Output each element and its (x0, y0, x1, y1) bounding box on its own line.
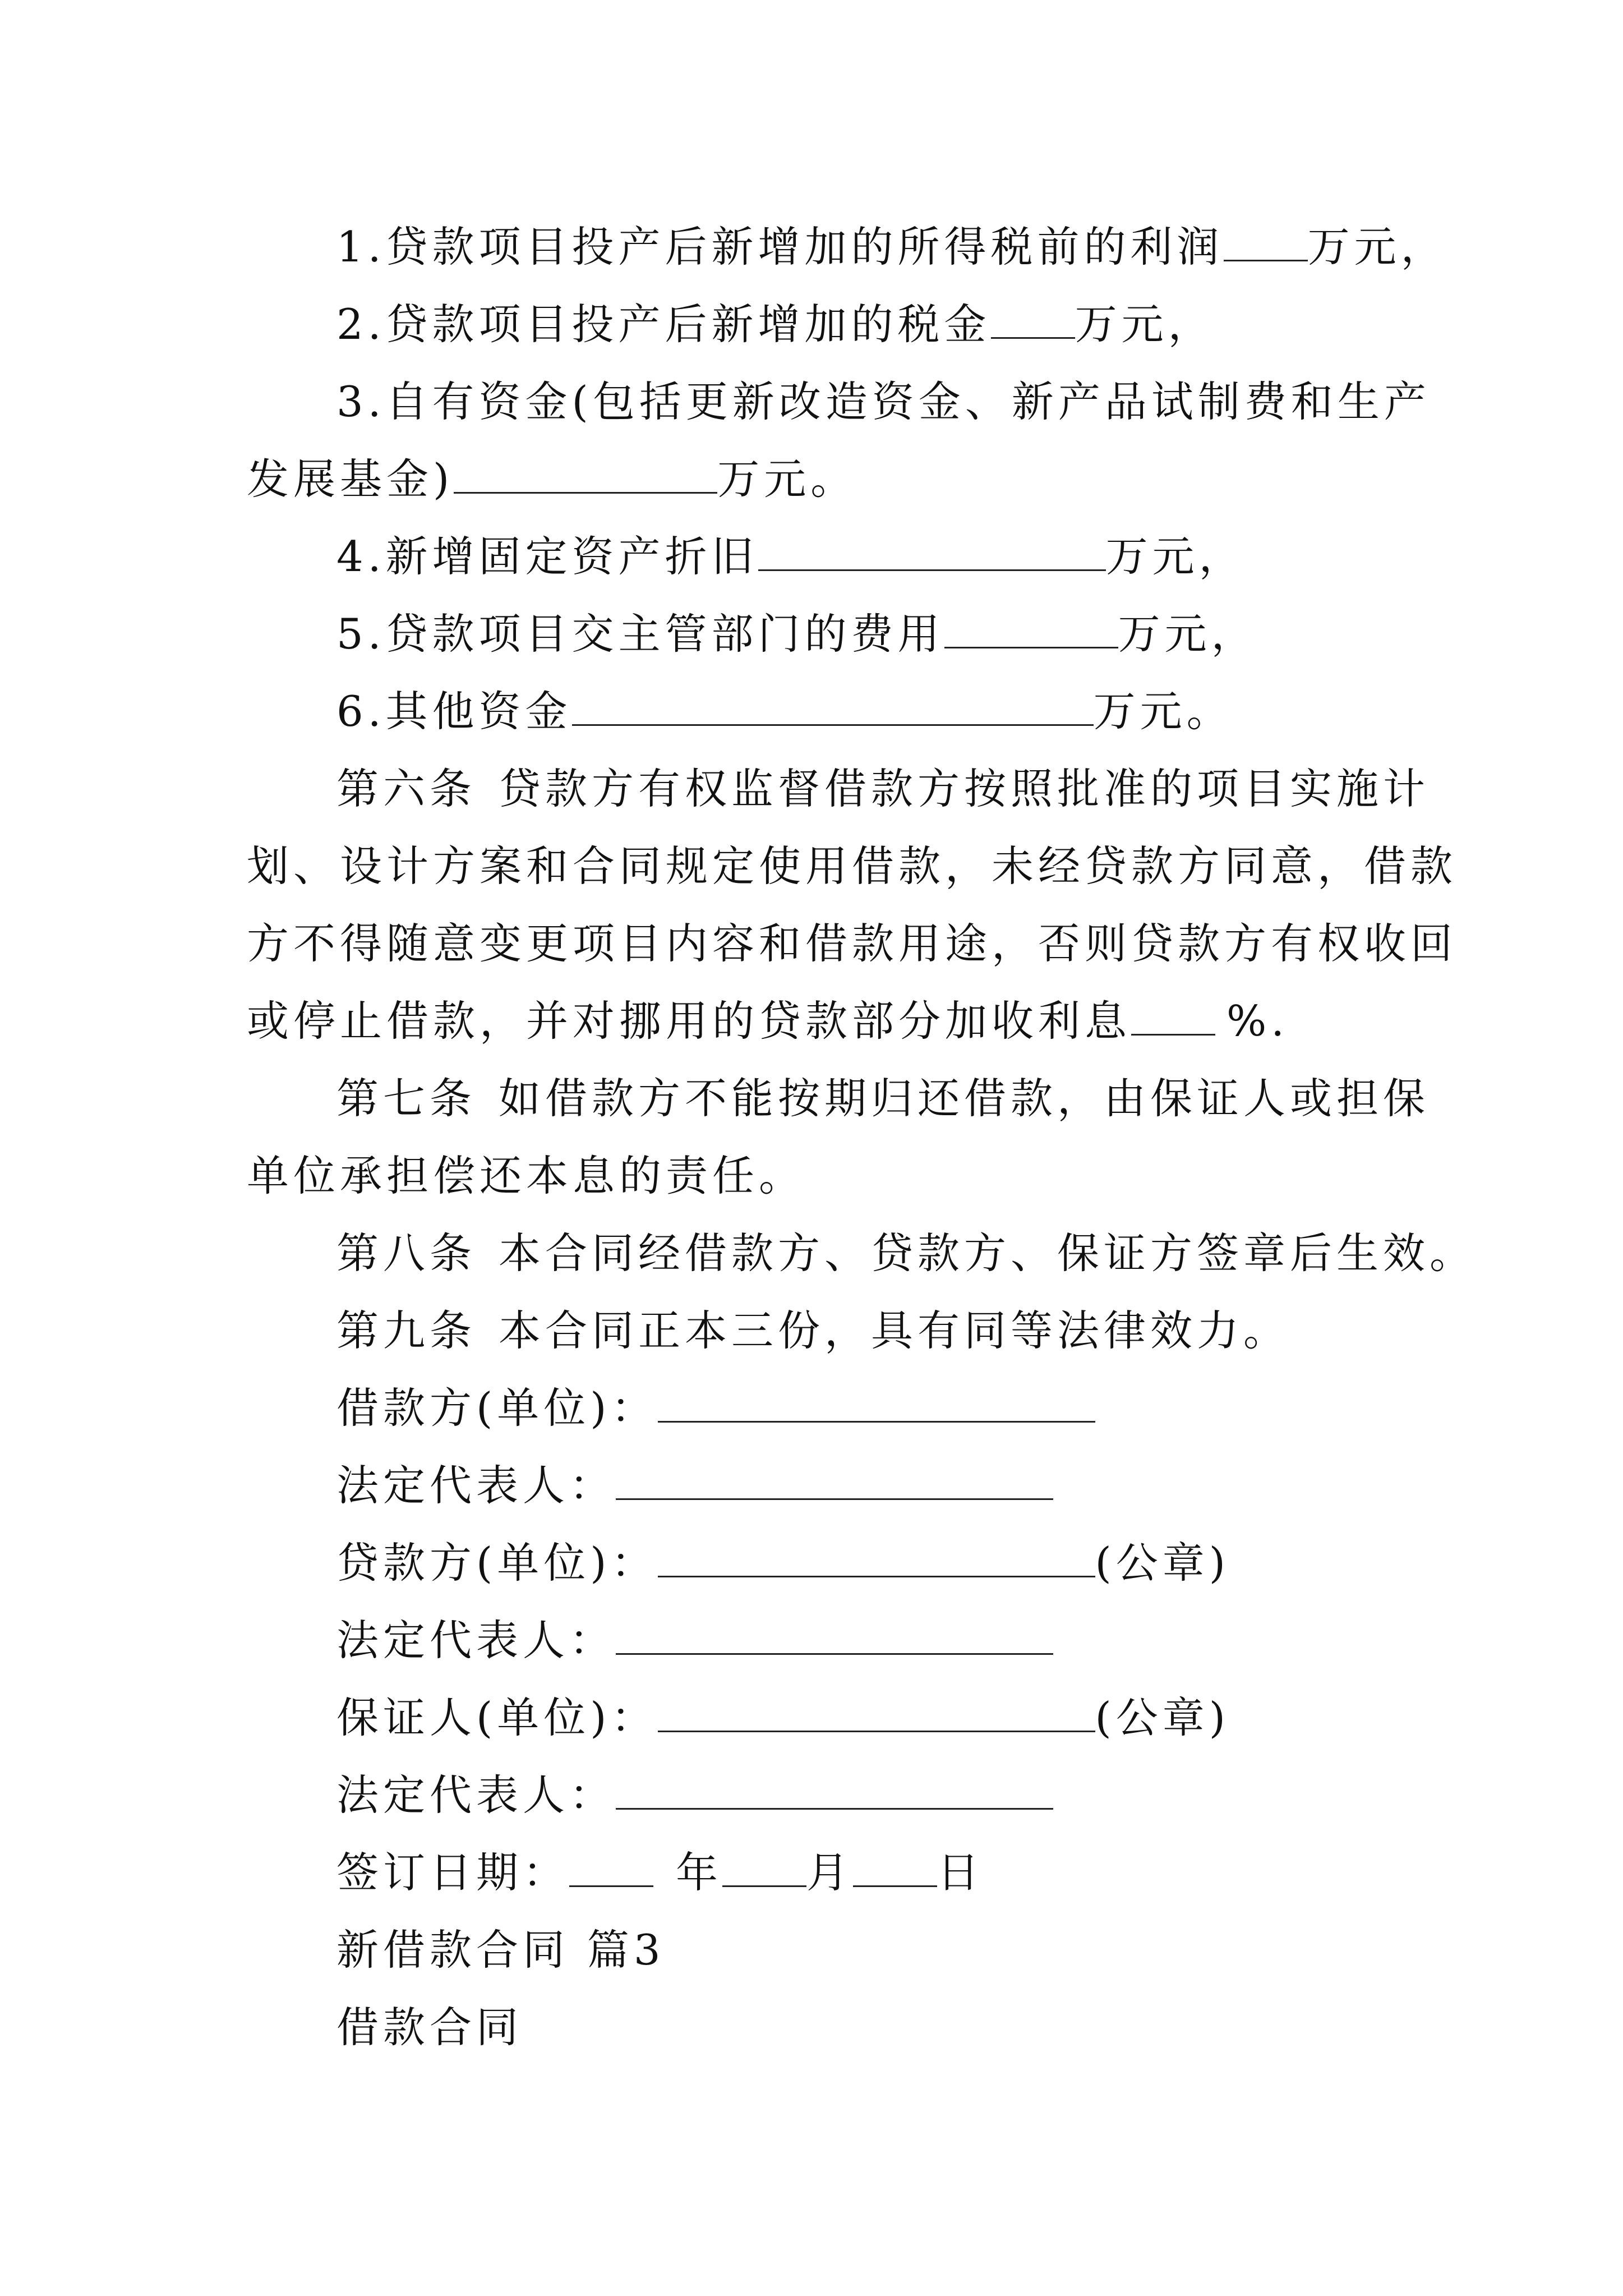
borrower-signature (336, 1380, 1095, 1436)
blank-field (758, 530, 1106, 571)
item-3-line-1: 3.自有资金(包括更新改造资金、新产品试制费和生产 (336, 377, 1431, 426)
blank-field (658, 1691, 1095, 1732)
lender-label: 贷款方(单位)： (336, 1538, 658, 1588)
section-title: 新借款合同 篇3 (336, 1925, 665, 1975)
guarantor-seal: (公章) (1095, 1693, 1230, 1742)
article-6-label: 第六条 (336, 764, 477, 813)
article-6-text-4: 或停止借款，并对挪用的贷款部分加收利息 (247, 996, 1132, 1046)
guarantor-rep-label: 法定代表人： (336, 1770, 616, 1820)
year-label: 年 (676, 1848, 723, 1897)
article-7-line-1 (336, 1070, 1430, 1126)
item-1-unit: 万元， (1307, 222, 1447, 272)
lender-representative (336, 1612, 1053, 1668)
blank-field (658, 1382, 1095, 1423)
item-5-text: 5.贷款项目交主管部门的费用 (336, 609, 944, 659)
guarantor-representative (336, 1767, 1053, 1823)
item-3-line-2 (247, 451, 857, 507)
blank-field (1224, 220, 1308, 261)
item-3-unit: 万元。 (717, 454, 857, 504)
item-4 (336, 528, 1246, 585)
blank-field (616, 1769, 1053, 1810)
article-8-label: 第八条 (336, 1228, 477, 1278)
item-2-text: 2.贷款项目投产后新增加的税金 (336, 300, 991, 349)
blank-field (1131, 995, 1215, 1036)
day-blank (853, 1846, 937, 1887)
article-6-line-3: 方不得随意变更项目内容和借款用途，否则贷款方有权收回 (247, 919, 1458, 968)
article-8 (336, 1225, 1476, 1281)
article-6-line-1 (336, 761, 1430, 817)
item-1-text: 1.贷款项目投产后新增加的所得税前的利润 (336, 222, 1224, 272)
lender-signature (336, 1535, 1230, 1591)
date-label: 签订日期： (336, 1848, 570, 1897)
blank-field (991, 298, 1075, 339)
item-5 (336, 606, 1258, 662)
borrower-label: 借款方(单位)： (336, 1383, 658, 1433)
item-5-unit: 万元， (1118, 609, 1258, 659)
blank-field (944, 608, 1118, 648)
article-6-text-1: 贷款方有权监督借款方按照批准的项目实施计 (499, 764, 1430, 813)
article-7-line-2: 单位承担偿还本息的责任。 (247, 1151, 806, 1200)
blank-field (616, 1459, 1053, 1500)
item-2 (336, 296, 1215, 352)
item-6-text: 6.其他资金 (336, 687, 572, 736)
borrower-rep-label: 法定代表人： (336, 1461, 616, 1510)
guarantor-signature (336, 1690, 1230, 1746)
lender-rep-label: 法定代表人： (336, 1616, 616, 1665)
blank-field (616, 1614, 1053, 1655)
item-3-text: 发展基金) (247, 454, 454, 504)
article-9 (336, 1303, 1290, 1359)
article-9-label: 第九条 (336, 1306, 477, 1355)
item-1 (336, 219, 1447, 275)
article-8-text: 本合同经借款方、贷款方、保证方签章后生效。 (499, 1228, 1477, 1278)
item-6-unit: 万元。 (1093, 687, 1233, 736)
month-label: 月 (806, 1848, 854, 1897)
signing-date (336, 1844, 984, 1901)
percent-sign: %. (1227, 996, 1289, 1046)
article-6-line-2: 划、设计方案和合同规定使用借款，未经贷款方同意，借款 (247, 841, 1458, 891)
month-blank (722, 1846, 806, 1887)
article-9-text: 本合同正本三份，具有同等法律效力。 (499, 1306, 1290, 1355)
item-2-unit: 万元， (1075, 300, 1215, 349)
contract-title: 借款合同 (336, 2003, 523, 2052)
item-6 (336, 683, 1233, 739)
article-7-label: 第七条 (336, 1074, 477, 1123)
blank-field (454, 453, 717, 494)
year-blank (569, 1846, 653, 1887)
blank-field (658, 1536, 1095, 1577)
article-7-text-1: 如借款方不能按期归还借款，由保证人或担保 (499, 1074, 1430, 1123)
guarantor-label: 保证人(单位)： (336, 1693, 658, 1742)
borrower-representative (336, 1457, 1053, 1513)
item-4-text: 4.新增固定资产折旧 (336, 532, 758, 581)
article-6-line-4 (247, 993, 1289, 1049)
blank-field (572, 685, 1094, 726)
lender-seal: (公章) (1095, 1538, 1230, 1588)
day-label: 日 (937, 1848, 984, 1897)
item-4-unit: 万元， (1105, 532, 1246, 581)
